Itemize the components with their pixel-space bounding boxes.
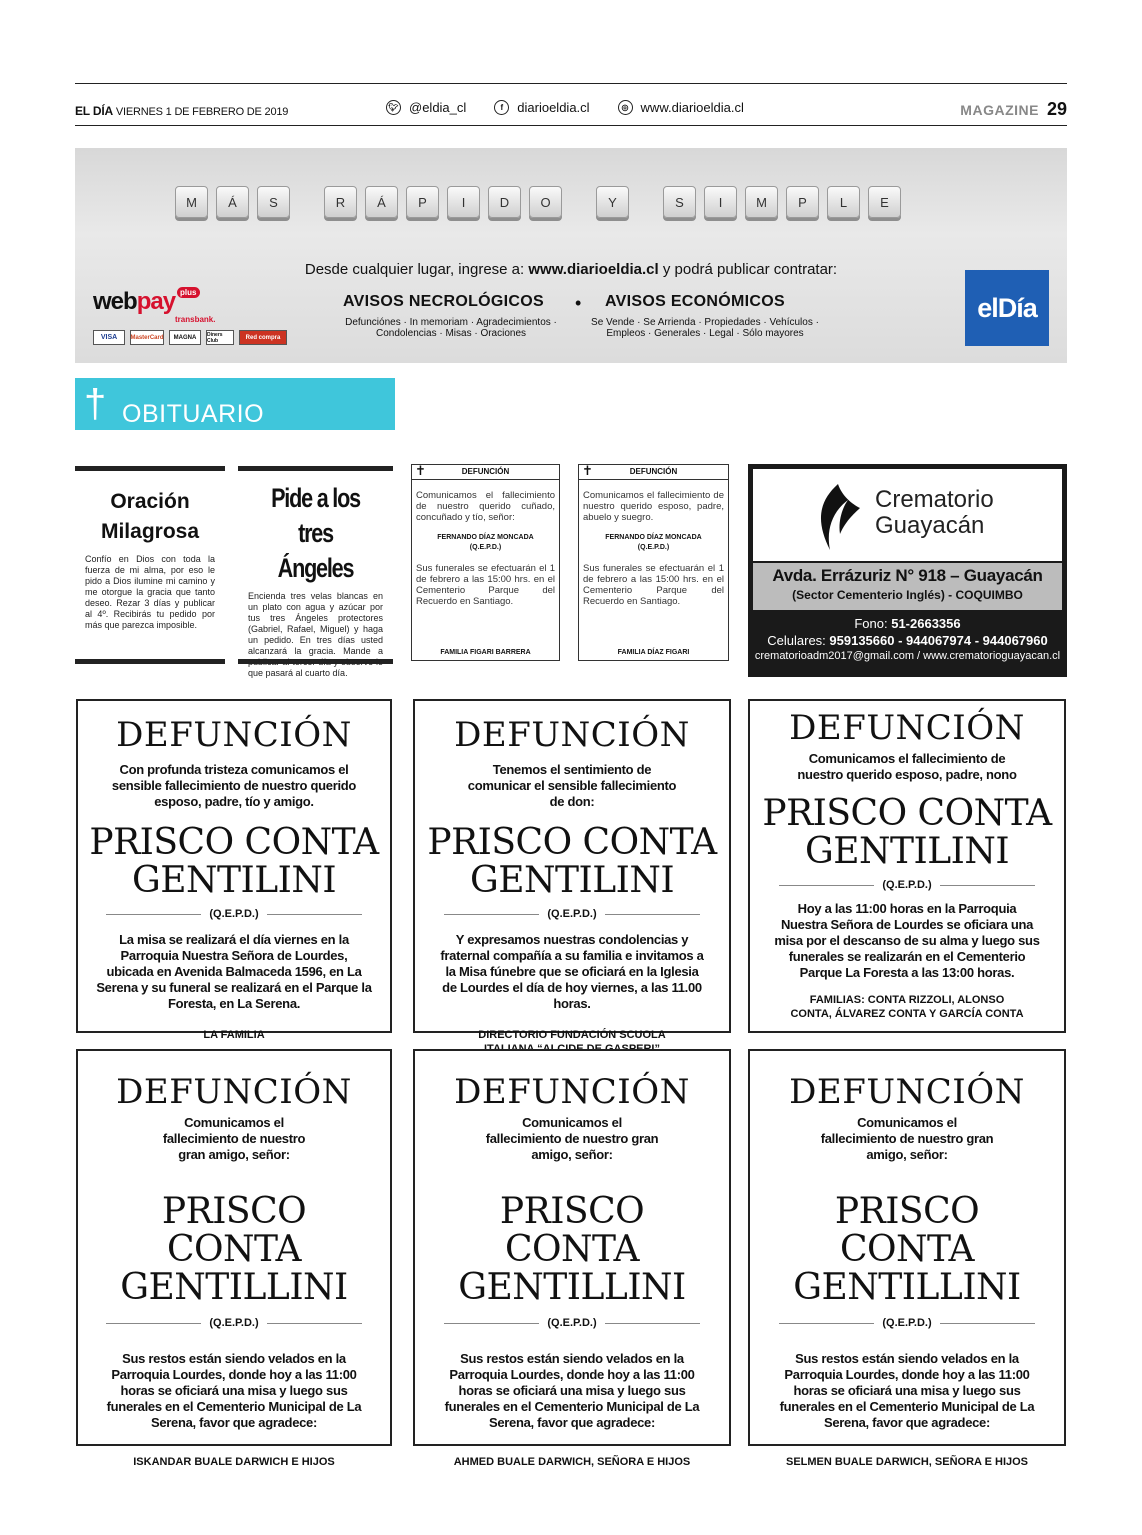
paper-name: EL DÍA [75, 104, 113, 118]
cross-icon: ✝ [415, 463, 426, 478]
eldia-logo: elDía [965, 270, 1049, 346]
cross-icon: † [84, 382, 107, 426]
crematorio-cell [748, 633, 1067, 648]
deceased-name-2: CONTA [504, 1229, 640, 1270]
cel-label: Celulares: [767, 633, 830, 648]
deceased-name-2: GENTILINI [804, 831, 1010, 872]
deceased-name-2: GENTILINI [469, 860, 675, 901]
payment-cards [93, 330, 287, 345]
keyboard-key: I [704, 186, 737, 218]
banner-tagline [75, 261, 1067, 278]
small-obituary-1 [411, 464, 560, 661]
small-obit-title: DEFUNCIÓN [461, 467, 510, 476]
notice-qepd: (Q.E.P.D.) [415, 1317, 729, 1329]
nec-sub-1: Defunciónes · In memoriam · Agradecimientos · [345, 317, 557, 328]
small-obit-text2: Sus funerales se efectuarán el 1 de febrero a las 15:00 hrs. en el Cementerio Parque del Recuerdo en Santiago. [416, 563, 555, 607]
keyboard-key: Á [216, 186, 249, 218]
key-group [324, 186, 562, 218]
small-obit-qepd: (Q.E.P.D.) [469, 544, 502, 551]
small-obit-text: Comunicamos el fallecimiento de nuestro querido esposo, padre, abuelo y suegro. [583, 490, 724, 523]
notice-title: DEFUNCIÓN [454, 715, 690, 755]
crematorio-sector: (Sector Cementerio Inglés) - COQUIMBO [792, 588, 1023, 602]
mastercard-icon: MasterCard [130, 330, 164, 345]
defuncion-notice-4 [76, 1049, 392, 1468]
cel-value: 959135660 - 944067974 - 944067960 [829, 633, 1048, 648]
crematorio-ad[interactable] [748, 464, 1067, 677]
ad-banner[interactable] [75, 148, 1067, 363]
deceased-name-1: PRISCO [499, 1191, 645, 1232]
notice-body: Hoy a las 11:00 horas en la Parroquia Nuestra Señora de Lourdes se oficiara una misa por el descanso de su alma y luego sus funerales se realizarán en el Cementerio Parque La Foresta a las 13:00 horas. [774, 901, 1040, 980]
magna-card-icon: MAGNA [169, 330, 201, 345]
key-group [175, 186, 290, 218]
notice-title: DEFUNCIÓN [789, 1072, 1025, 1112]
crematorio-address: Avda. Errázuriz N° 918 – Guayacán [772, 566, 1043, 585]
keyboard-key: P [406, 186, 439, 218]
small-obituary-2 [578, 464, 729, 661]
key-group [663, 186, 901, 218]
website-link[interactable]: www.diarioeldia.cl [640, 100, 744, 115]
crematorio-address-box [753, 563, 1062, 610]
tagline-url[interactable]: www.diarioeldia.cl [528, 261, 659, 278]
twitter-handle[interactable]: @eldia_cl [409, 100, 467, 115]
deceased-name-1: PRISCO CONTA [89, 822, 379, 863]
flame-icon [808, 482, 863, 552]
header-social [386, 100, 744, 115]
notice-body: Y expresamos nuestras condolencias y fraternal compañía a su familia e invitamos a la Misa fúnebre que se oficiará en la Iglesia de Lourdes el día de hoy viernes, a las 11.00 horas. [440, 932, 704, 1011]
notice-intro: Tenemos el sentimiento de comunicar el sensible fallecimiento de don: [467, 762, 677, 809]
keyboard-key: L [827, 186, 860, 218]
crematorio-logo-area [753, 469, 1062, 561]
crematorio-email: crematorioadm2017@gmail.com / www.crematorioguayacan.cl [754, 650, 1061, 662]
small-obit-text: Comunicamos el fallecimiento de nuestro querido cuñado, concuñado y tío, señor: [416, 490, 555, 523]
notice-title: DEFUNCIÓN [116, 1072, 352, 1112]
keyboard-key: R [324, 186, 357, 218]
crematorio-contact [748, 616, 1067, 662]
notice-signature: LA FAMILIA [203, 1029, 265, 1041]
deceased-name-2: GENTILINI [131, 860, 337, 901]
webpay-logo [93, 288, 200, 316]
redcompra-card-icon: Red compra [239, 330, 287, 345]
small-obit-signature: FAMILIA DÍAZ FIGARI [617, 649, 690, 656]
deceased-name-3: GENTILLINI [120, 1267, 348, 1308]
header-rule [75, 125, 1067, 126]
notice-intro: Comunicamos el fallecimiento de nuestro querido esposo, padre, nono [797, 751, 1017, 782]
prayer-oracion-milagrosa [75, 466, 225, 664]
tagline-post: y podrá publicar contratar: [658, 261, 838, 278]
defuncion-notice-5 [413, 1049, 731, 1468]
page-number: 29 [1046, 99, 1067, 119]
keyboard-key: O [529, 186, 562, 218]
defuncion-notice-2 [413, 699, 731, 1041]
small-obit-name: FERNANDO DÍAZ MONCADA [437, 534, 534, 541]
avisos-necrologicos-sub [337, 317, 565, 339]
diners-card-icon: Diners Club [206, 330, 234, 345]
keyboard-key: P [786, 186, 819, 218]
small-obit-head [579, 465, 728, 480]
edition-date: VIERNES 1 DE FEBRERO DE 2019 [115, 106, 289, 118]
small-obit-title: DEFUNCIÓN [629, 467, 678, 476]
facebook-page[interactable]: diarioeldia.cl [517, 100, 590, 115]
notice-title: DEFUNCIÓN [789, 708, 1025, 748]
notice-signature: AHMED BUALE DARWICH, SEÑORA E HIJOS [453, 1456, 691, 1468]
keyboard-key: M [175, 186, 208, 218]
deceased-name-1: PRISCO CONTA [762, 793, 1052, 834]
prayer-title: Pide a los tres Ángeles [271, 483, 360, 583]
notice-body: La misa se realizará el día viernes en la Parroquia Nuestra Señora de Lourdes, ubicada en Avenida Balmaceda 1596, en La Serena y su funeral se realizará en el Parque la Foresta, en La Serena. [96, 932, 372, 1011]
top-rule [75, 83, 1067, 84]
notice-intro: Comunicamos el fallecimiento de nuestro gran amigo, señor: [820, 1115, 994, 1162]
obituario-header [75, 378, 395, 430]
deceased-name-2: CONTA [166, 1229, 302, 1270]
keyboard-key: Y [596, 186, 629, 218]
keyboard-key: S [663, 186, 696, 218]
twitter-icon[interactable]: 🐦︎ [386, 100, 401, 115]
notice-title: DEFUNCIÓN [116, 715, 352, 755]
prayer-tres-angeles [238, 466, 393, 678]
defuncion-notice-6 [748, 1049, 1066, 1468]
keyboard-key: S [257, 186, 290, 218]
eco-sub-2: Empleos · Generales · Legal · Sólo mayores [606, 328, 804, 339]
section-title: OBITUARIO [122, 400, 265, 428]
small-obit-name: FERNANDO DÍAZ MONCADA [605, 534, 702, 541]
keyboard-keys [175, 186, 935, 218]
deceased-name-1: PRISCO [161, 1191, 307, 1232]
avisos-economicos-sub [590, 317, 820, 339]
deceased-name-2: CONTA [839, 1229, 975, 1270]
notice-body: Sus restos están siendo velados en la Parroquia Lourdes, donde hoy a las 11:00 horas se oficiará una misa y luego sus funerales en el Cementerio Municipal de La Serena, favor que agradece: [106, 1351, 362, 1430]
deceased-name-3: GENTILLINI [793, 1267, 1021, 1308]
notice-qepd: (Q.E.P.D.) [78, 1317, 390, 1329]
crematorio-name-2: Guayacán [875, 512, 985, 539]
keyboard-key: M [745, 186, 778, 218]
fono-label: Fono: [854, 616, 892, 631]
notice-intro: Comunicamos el fallecimiento de nuestro gran amigo, señor: [485, 1115, 659, 1162]
bullet-separator: • [575, 293, 582, 313]
defuncion-notice-1 [76, 699, 392, 1041]
prayer-title: Oración Milagrosa [100, 490, 200, 543]
small-obit-qepd: (Q.E.P.D.) [637, 544, 670, 551]
small-obit-text2: Sus funerales se efectuarán el 1 de febrero a las 15:00 hrs. en el Cementerio Parque del Recuerdo en Santiago. [583, 563, 724, 607]
keyboard-key: Á [365, 186, 398, 218]
key-group [596, 186, 629, 218]
keyboard-key: D [488, 186, 521, 218]
facebook-icon[interactable]: f [494, 100, 509, 115]
section-name: MAGAZINE [960, 102, 1039, 118]
notice-title: DEFUNCIÓN [454, 1072, 690, 1112]
visa-card-icon: VISA [93, 330, 125, 345]
notice-body: Sus restos están siendo velados en la Parroquia Lourdes, donde hoy a las 11:00 horas se oficiará una misa y luego sus funerales en el Cementerio Municipal de La Serena, favor que agradece: [444, 1351, 700, 1430]
prayer-text: Confío en Dios con toda la fuerza de mi alma, por eso le pido a Dios ilumine mi camino y me otorgue la gracia que tanto deseo. Rezar 3 días y publicar al 4º. Recibirás tu pedido por más que parezca imposible. [85, 554, 215, 630]
header-left [75, 104, 288, 118]
nec-sub-2: Condolencias · Misas · Oraciones [375, 328, 527, 339]
keyboard-key: I [447, 186, 480, 218]
notice-signature: DIRECTORIO FUNDACIÓN SCUOLA [478, 1029, 666, 1041]
webpay-plus: plus [177, 287, 199, 298]
fono-value: 51-2663356 [891, 616, 961, 631]
cross-icon: ✝ [582, 463, 593, 478]
notice-signature: SELMEN BUALE DARWICH, SEÑORA E HIJOS [785, 1456, 1029, 1468]
prayer-text: Encienda tres velas blancas en un plato con agua y azúcar por tus tres Ángeles protectores (Gabriel, Rafael, Miguel) y haga un pedido. En tres días usted alcanzará la gracia. Mande a publicar al tercer día y observe lo que pasará al cuarto día. [248, 591, 383, 678]
webpay-a: web [93, 288, 137, 315]
avisos-necrologicos[interactable]: AVISOS NECROLÓGICOS [343, 293, 544, 310]
avisos-economicos[interactable]: AVISOS ECONÓMICOS [605, 293, 785, 310]
header-right [960, 99, 1067, 120]
notice-intro: Con profunda tristeza comunicamos el sensible fallecimiento de nuestro querido esposo, padre, tío y amigo. [111, 762, 357, 809]
deceased-name-1: PRISCO [834, 1191, 980, 1232]
defuncion-notice-3 [748, 699, 1066, 1033]
crematorio-name-1: Crematorio [875, 486, 994, 513]
notice-body: Sus restos están siendo velados en la Parroquia Lourdes, donde hoy a las 11:00 horas se oficiará una misa y luego sus funerales en el Cementerio Municipal de La Serena, favor que agradece: [779, 1351, 1035, 1430]
notice-qepd: (Q.E.P.D.) [750, 1317, 1064, 1329]
notice-qepd: (Q.E.P.D.) [78, 908, 390, 920]
eco-sub-1: Se Vende · Se Arrienda · Propiedades · Vehículos · [591, 317, 819, 328]
notice-qepd: (Q.E.P.D.) [750, 879, 1064, 891]
deceased-name-3: GENTILLINI [458, 1267, 686, 1308]
crematorio-phone [748, 616, 1067, 631]
keyboard-key: E [868, 186, 901, 218]
notice-intro: Comunicamos el fallecimiento de nuestro gran amigo, señor: [162, 1115, 306, 1162]
deceased-name-1: PRISCO CONTA [427, 822, 717, 863]
notice-qepd: (Q.E.P.D.) [415, 908, 729, 920]
notice-signature: ISKANDAR BUALE DARWICH E HIJOS [133, 1456, 335, 1468]
globe-icon[interactable]: ◎ [618, 100, 633, 115]
webpay-b: pay [136, 288, 176, 315]
notice-signature: FAMILIAS: CONTA RIZZOLI, ALONSO CONTA, ÁLVAREZ CONTA Y GARCÍA CONTA [790, 994, 1024, 1020]
small-obit-head [412, 465, 559, 480]
crematorio-name [875, 487, 994, 539]
tagline-pre: Desde cualquier lugar, ingrese a: [304, 261, 529, 278]
transbank-label: transbank. [175, 315, 216, 324]
small-obit-signature: FAMILIA FIGARI BARRERA [440, 649, 531, 656]
